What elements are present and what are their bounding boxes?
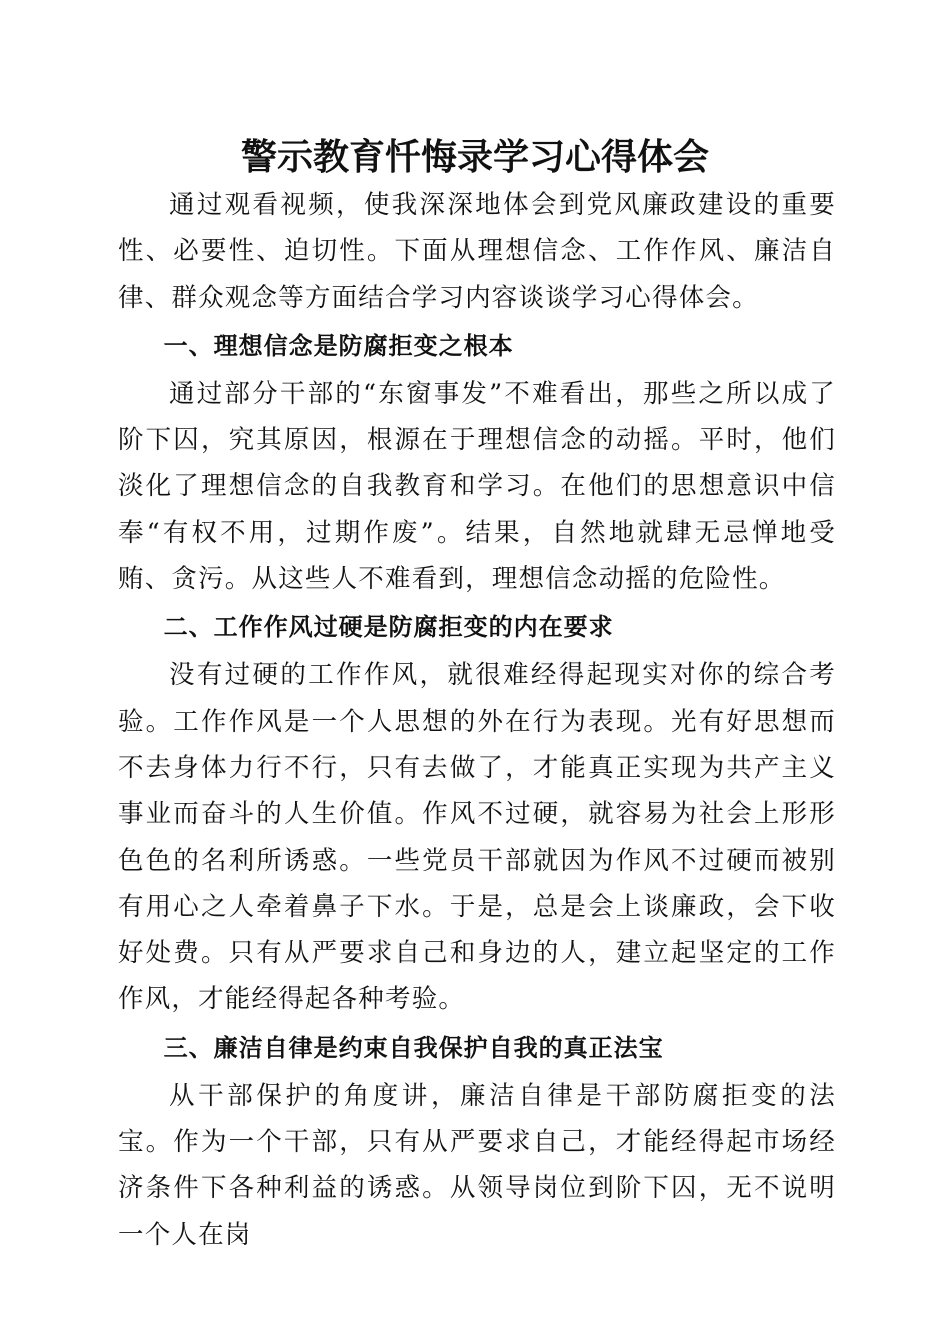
section-3-heading: 三、廉洁自律是约束自我保护自我的真正法宝 — [163, 1033, 664, 1062]
section-1-heading: 一、理想信念是防腐拒变之根本 — [163, 331, 514, 360]
section-3-body: 从干部保护的角度讲，廉洁自律是干部防腐拒变的法宝。作为一个干部，只有从严要求自己，才能经得起市场经济条件下各种利益的诱惑。从领导岗位到阶下囚，无不说明一个人在岗 — [118, 1080, 836, 1250]
section-1-body: 通过部分干部的“东窗事发”不难看出，那些之所以成了阶下囚，究其原因，根源在于理想信念的动摇。平时，他们淡化了理想信念的自我教育和学习。在他们的思想意识中信奉“有权不用，过期作废”。结果，自然地就肆无忌惮地受贿、贪污。从这些人不难看到，理想信念动摇的危险性。 — [118, 378, 836, 595]
intro-paragraph: 通过观看视频，使我深深地体会到党风廉政建设的重要性、必要性、迫切性。下面从理想信念、工作作风、廉洁自律、群众观念等方面结合学习内容谈谈学习心得体会。 — [118, 190, 836, 313]
document-title: 警示教育忏悔录学习心得体会 — [240, 137, 709, 178]
document-body — [118, 182, 836, 1258]
section-2-heading: 二、工作作风过硬是防腐拒变的内在要求 — [163, 613, 614, 642]
section-2-body: 没有过硬的工作作风，就很难经得起现实对你的综合考验。工作作风是一个人思想的外在行为表现。光有好思想而不去身体力行不行，只有去做了，才能真正实现为共产主义事业而奋斗的人生价值。作风不过硬，就容易为社会上形形色色的名利所诱惑。一些党员干部就因为作风不过硬而被别有用心之人牵着鼻子下水。于是，总是会上谈廉政，会下收好处费。只有从严要求自己和身边的人，建立起坚定的工作作风，才能经得起各种考验。 — [118, 660, 836, 1015]
